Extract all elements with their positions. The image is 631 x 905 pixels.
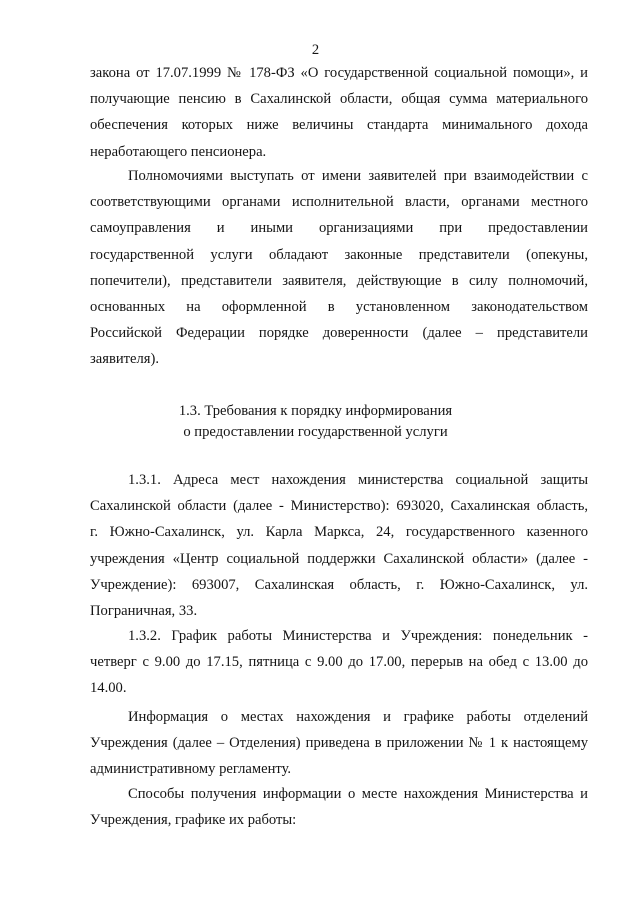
text-line: закона от 17.07.1999 № 178-ФЗ «О государственной социальной помощи», и <box>90 65 588 81</box>
text-line: Информация о местах нахождения и графике работы отделений <box>128 709 588 725</box>
page-number: 2 <box>311 42 320 58</box>
paragraph-info-methods <box>90 781 588 833</box>
text-line: административному регламенту. <box>90 761 292 778</box>
text-line: г. Южно-Сахалинск, ул. Карла Маркса, 24, государственного казенного <box>90 524 588 541</box>
paragraph-continuation <box>90 60 588 165</box>
paragraph-representatives <box>90 163 588 373</box>
text-line: учреждения «Центр социальной поддержки Сахалинской области» (далее - <box>90 550 588 567</box>
text-line: основанных на оформленной в установленном законодательством <box>90 299 588 316</box>
paragraph-branches <box>90 704 588 783</box>
section-heading <box>0 401 631 442</box>
section-heading-line-1: 1.3. Требования к порядку информирования <box>178 403 453 419</box>
text-line: получающие пенсию в Сахалинской области, общая сумма материального <box>90 91 588 108</box>
text-line: Пограничная, 33. <box>90 603 198 620</box>
text-line: Способы получения информации о месте нахождения Министерства и <box>128 786 588 802</box>
paragraph-addresses <box>90 467 588 624</box>
text-line: Учреждения (далее – Отделения) приведена в приложении № 1 к настоящему <box>90 735 588 752</box>
text-line: 1.3.2. График работы Министерства и Учреждения: понедельник - <box>128 628 588 644</box>
text-line: Учреждение): 693007, Сахалинская область, г. Южно-Сахалинск, ул. <box>90 576 588 593</box>
text-line: обеспечения которых ниже величины стандарта минимального дохода <box>90 117 588 134</box>
text-line: Сахалинской области (далее - Министерство): 693020, Сахалинская область, <box>90 498 588 515</box>
text-line: Полномочиями выступать от имени заявителей при взаимодействии с <box>128 168 588 184</box>
text-line: соответствующими органами исполнительной власти, органами местного <box>90 194 588 211</box>
text-line: Учреждения, графике их работы: <box>90 812 297 829</box>
text-line: государственной услуги обладают законные представители (опекуны, <box>90 246 588 263</box>
text-line: 14.00. <box>90 680 127 697</box>
text-line: попечители), представители заявителя, действующие в силу полномочий, <box>90 272 588 289</box>
text-line: самоуправления и иными организациями при предоставлении <box>90 220 588 237</box>
text-line: Российской Федерации порядке доверенности (далее – представители <box>90 325 588 342</box>
text-line: 1.3.1. Адреса мест нахождения министерства социальной защиты <box>128 472 588 488</box>
text-line: заявителя). <box>90 351 160 368</box>
text-line: четверг с 9.00 до 17.15, пятница с 9.00 до 17.00, перерыв на обед с 13.00 до <box>90 654 588 671</box>
section-heading-line-2: о предоставлении государственной услуги <box>183 423 448 440</box>
text-line: неработающего пенсионера. <box>90 143 267 160</box>
paragraph-schedule <box>90 623 588 702</box>
